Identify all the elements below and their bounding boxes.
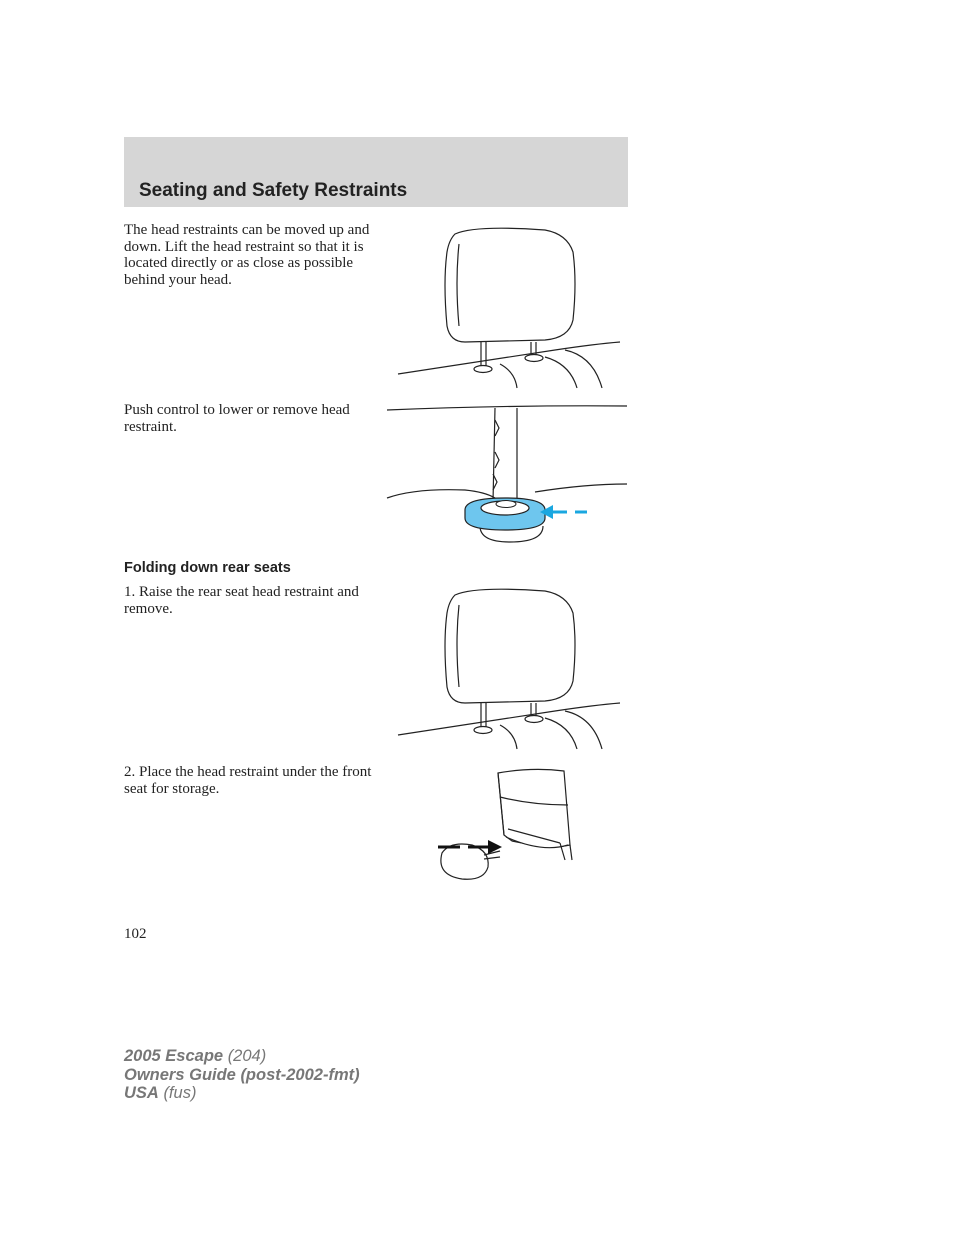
footer-market-code: (fus): [163, 1084, 197, 1102]
folding-heading: Folding down rear seats: [124, 560, 291, 576]
push-control-figure: [385, 400, 630, 545]
storage-under-seat-figure: [432, 765, 577, 885]
head-restraint-figure-2: [395, 583, 625, 751]
step2-paragraph: 2. Place the head restraint under the front seat for storage.: [124, 764, 372, 797]
footer-guide: Owners Guide (post-2002-fmt): [124, 1065, 360, 1084]
footer-model: 2005 Escape: [124, 1047, 224, 1065]
section-header-bar: [124, 137, 628, 207]
push-arrow-icon: [540, 505, 587, 519]
document-footer: [124, 1047, 360, 1103]
page-number: 102: [124, 926, 147, 942]
footer-model-code: (204): [227, 1047, 267, 1065]
footer-market: USA: [124, 1084, 159, 1102]
footer-line-1: [124, 1047, 360, 1066]
push-control-paragraph: Push control to lower or remove head restraint.: [124, 402, 350, 435]
adjust-paragraph: The head restraints can be moved up and down. Lift the head restraint so that it is located directly or as close as possible behind your head.: [124, 222, 370, 288]
footer-line-2: [124, 1066, 360, 1085]
section-title: Seating and Safety Restraints: [139, 180, 408, 201]
footer-line-3: [124, 1084, 360, 1103]
head-restraint-figure-1: [395, 222, 625, 390]
step1-paragraph: 1. Raise the rear seat head restraint and remove.: [124, 584, 359, 617]
